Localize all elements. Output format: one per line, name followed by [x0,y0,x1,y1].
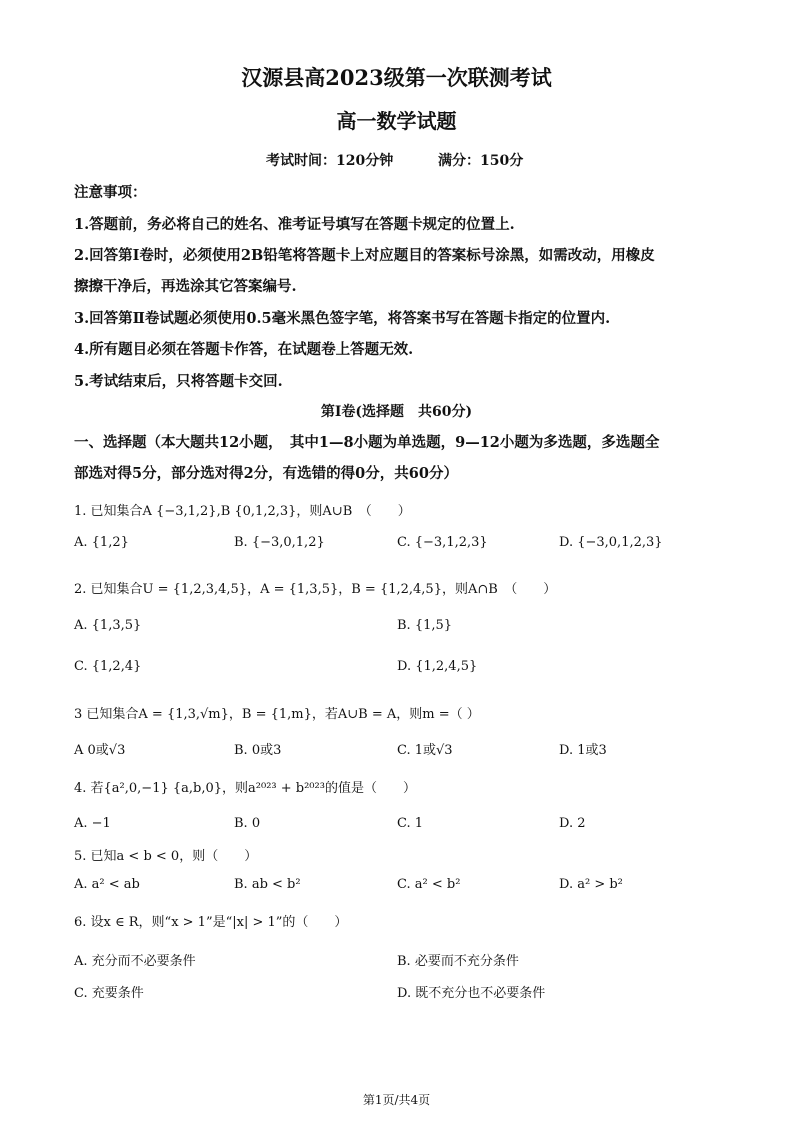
option-c: C. 1或√3 [397,743,453,758]
part-instructions: 部选对得5分，部分选对得2分，有选错的得0分，共60分） [74,465,458,482]
note-line: 4.所有题目必须在答题卡作答，在试题卷上答题无效. [74,341,414,358]
option-c: C. a² < b² [397,877,461,892]
option-c: C. 1 [397,816,424,831]
note-line: 5.考试结束后，只将答题卡交回. [74,373,283,390]
question-stem: 5. 已知a < b < 0，则（ ） [74,849,258,864]
option-a: A. 充分而不必要条件 [74,954,196,969]
part-instructions: 一、选择题（本大题共12小题， 其中1—8小题为单选题，9—12小题为多选题，多选题全 [74,434,660,451]
option-c: C. {1,2,4} [74,659,142,674]
option-a: A. −1 [74,816,111,831]
option-d: D. 既不充分也不必要条件 [397,986,546,1001]
option-a: A. {1,3,5} [74,618,142,633]
notes-heading: 注意事项： [74,184,147,201]
option-d: D. a² > b² [559,877,623,892]
option-b: B. {1,5} [397,618,453,633]
exam-time: 考试时间：120分钟 [266,153,394,169]
option-c: C. {−3,1,2,3} [397,535,488,550]
option-c: C. 充要条件 [74,986,144,1001]
option-b: B. 必要而不充分条件 [397,954,519,969]
section-title: 第Ⅰ卷(选择题 共60分) [320,404,473,420]
option-b: B. 0 [234,816,261,831]
note-line: 1.答题前，务必将自己的姓名、准考证号填写在答题卡规定的位置上. [74,216,515,233]
note-line: 2.回答第Ⅰ卷时，必须使用2B铅笔将答题卡上对应题目的答案标号涂黑，如需改动，用橡皮 [74,247,655,264]
note-line: 3.回答第Ⅱ卷试题必须使用0.5毫米黑色签字笔，将答案书写在答题卡指定的位置内. [74,310,611,327]
question-stem: 2. 已知集合U = {1,2,3,4,5}，A = {1,3,5}，B = {1,2,4,5}，则A∩B （ ） [74,582,557,597]
question-stem: 4. 若{a²,0,−1} {a,b,0}，则a²⁰²³ + b²⁰²³的值是（ ） [74,781,416,796]
note-line: 擦擦干净后，再选涂其它答案编号. [74,278,297,295]
exam-subtitle: 高一数学试题 [336,109,457,133]
option-b: B. 0或3 [234,743,282,758]
option-a: A. {1,2} [74,535,129,550]
option-b: B. {−3,0,1,2} [234,535,325,550]
exam-title: 汉源县高2023级第一次联测考试 [241,65,552,90]
option-d: D. {−3,0,1,2,3} [559,535,663,550]
option-d: D. 2 [559,816,586,831]
question-stem: 6. 设x ∈ R，则“x > 1”是“|x| > 1”的（ ） [74,915,348,930]
option-d: D. 1或3 [559,743,607,758]
option-a: A. a² < ab [74,877,140,892]
page-number: 第1页/共4页 [362,1093,431,1107]
exam-score: 满分：150分 [438,153,524,169]
question-stem: 1. 已知集合A {−3,1,2},B {0,1,2,3}，则A∪B （ ） [74,504,411,519]
option-a: A 0或√3 [74,743,126,758]
question-stem: 3 已知集合A = {1,3,√m}，B = {1,m}，若A∪B = A，则m =（ ） [74,707,480,722]
option-d: D. {1,2,4,5} [397,659,478,674]
option-b: B. ab < b² [234,877,301,892]
